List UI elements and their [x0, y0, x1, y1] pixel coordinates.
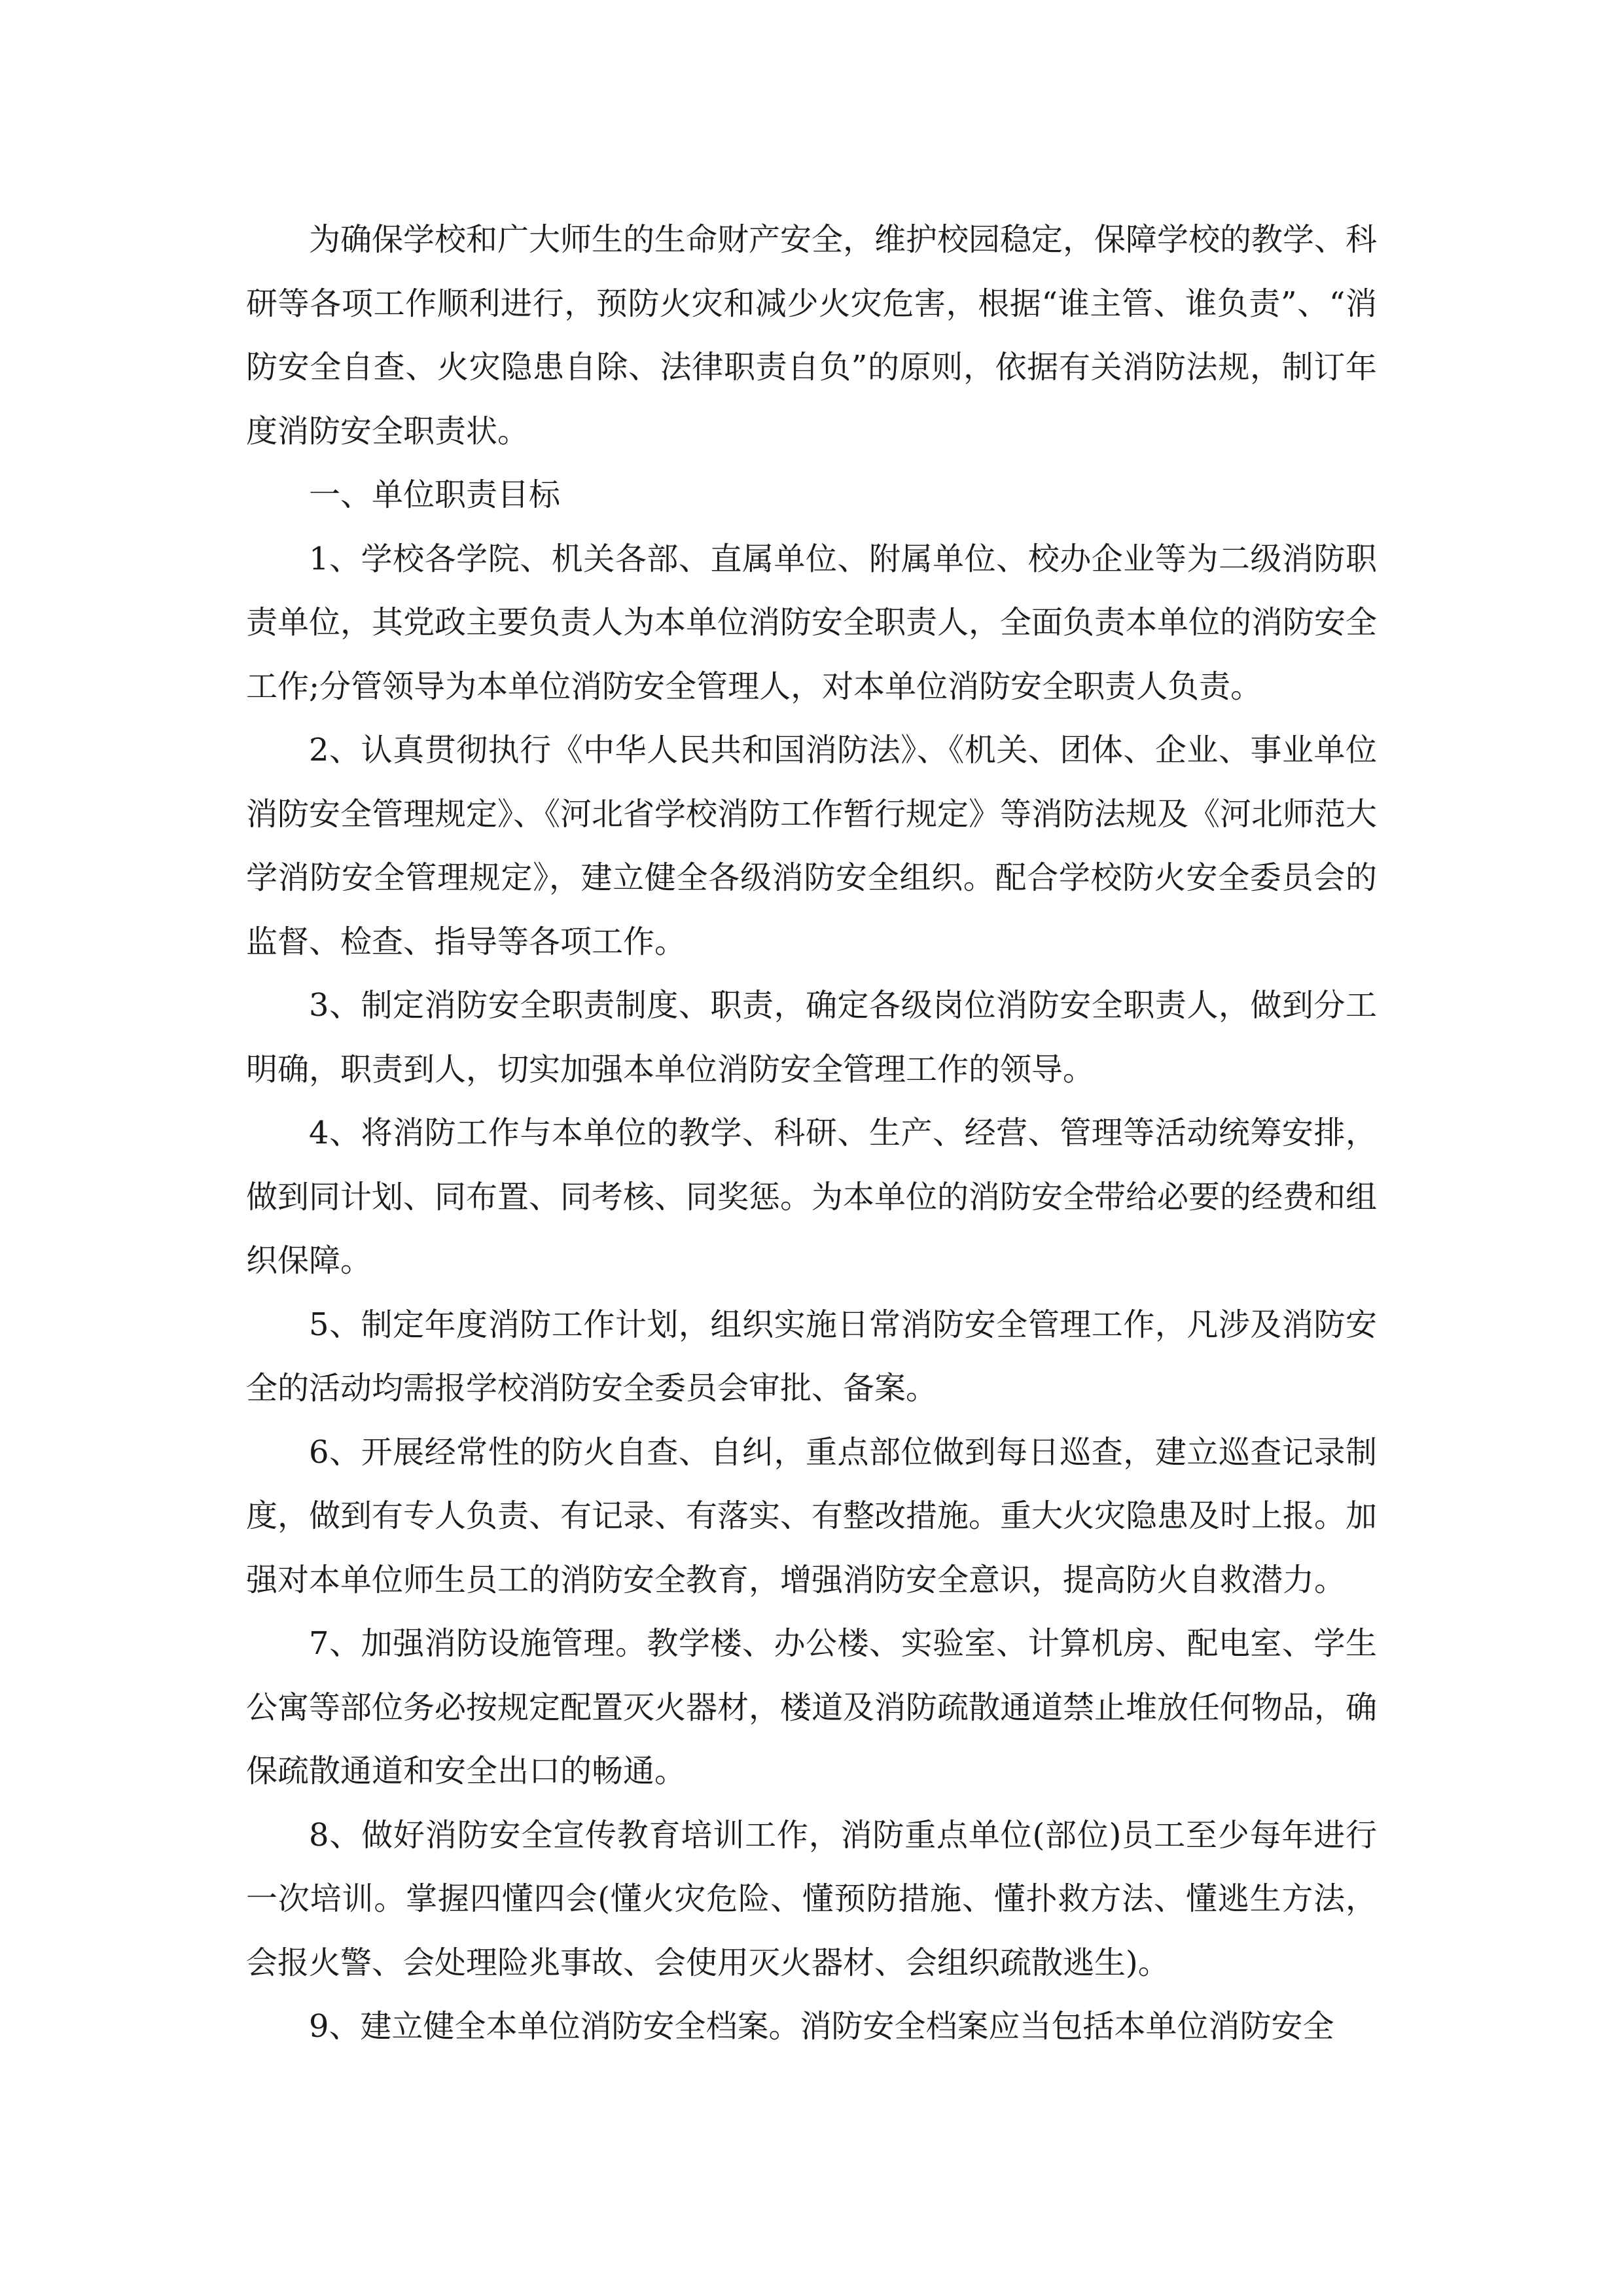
list-item: 1、学校各学院、机关各部、直属单位、附属单位、校办企业等为二级消防职责单位，其党政主要负责人为本单位消防安全职责人，全面负责本单位的消防安全工作;分管领导为本单位消防安全管理人，对本单位消防安全职责人负责。	[246, 540, 1378, 705]
section-heading: 一、单位职责目标	[309, 476, 561, 513]
intro-paragraph: 为确保学校和广大师生的生命财产安全，维护校园稳定，保障学校的教学、科研等各项工作顺利进行，预防火灾和减少火灾危害，根据“谁主管、谁负责”、“消防安全自查、火灾隐患自除、法律职责自负”的原则，依据有关消防法规，制订年度消防安全职责状。	[246, 221, 1378, 450]
list-item: 6、开展经常性的防火自查、自纠，重点部位做到每日巡查，建立巡查记录制度，做到有专人负责、有记录、有落实、有整改措施。重大火灾隐患及时上报。加强对本单位师生员工的消防安全教育，增强消防安全意识，提高防火自救潜力。	[246, 1433, 1378, 1598]
list-item: 9、建立健全本单位消防安全档案。消防安全档案应当包括本单位消防安全	[309, 2008, 1334, 2045]
list-item: 3、制定消防安全职责制度、职责，确定各级岗位消防安全职责人，做到分工明确，职责到人，切实加强本单位消防安全管理工作的领导。	[246, 987, 1377, 1088]
list-item: 2、认真贯彻执行《中华人民共和国消防法》、《机关、团体、企业、事业单位消防安全管理规定》、《河北省学校消防工作暂行规定》等消防法规及《河北师范大学消防安全管理规定》，建立健全各级消防安全组织。配合学校防火安全委员会的监督、检查、指导等各项工作。	[246, 732, 1378, 960]
document-page	[246, 208, 1377, 2059]
list-item: 7、加强消防设施管理。教学楼、办公楼、实验室、计算机房、配电室、学生公寓等部位务必按规定配置灭火器材，楼道及消防疏散通道禁止堆放任何物品，确保疏散通道和安全出口的畅通。	[246, 1625, 1378, 1789]
list-item: 4、将消防工作与本单位的教学、科研、生产、经营、管理等活动统筹安排，做到同计划、同布置、同考核、同奖惩。为本单位的消防安全带给必要的经费和组织保障。	[246, 1115, 1378, 1279]
list-item: 8、做好消防安全宣传教育培训工作，消防重点单位(部位)员工至少每年进行一次培训。掌握四懂四会(懂火灾危险、懂预防措施、懂扑救方法、懂逃生方法，会报火警、会处理险兆事故、会使用灭火器材、会组织疏散逃生)。	[246, 1816, 1377, 1981]
list-item: 5、制定年度消防工作计划，组织实施日常消防安全管理工作，凡涉及消防安全的活动均需报学校消防安全委员会审批、备案。	[246, 1306, 1377, 1407]
